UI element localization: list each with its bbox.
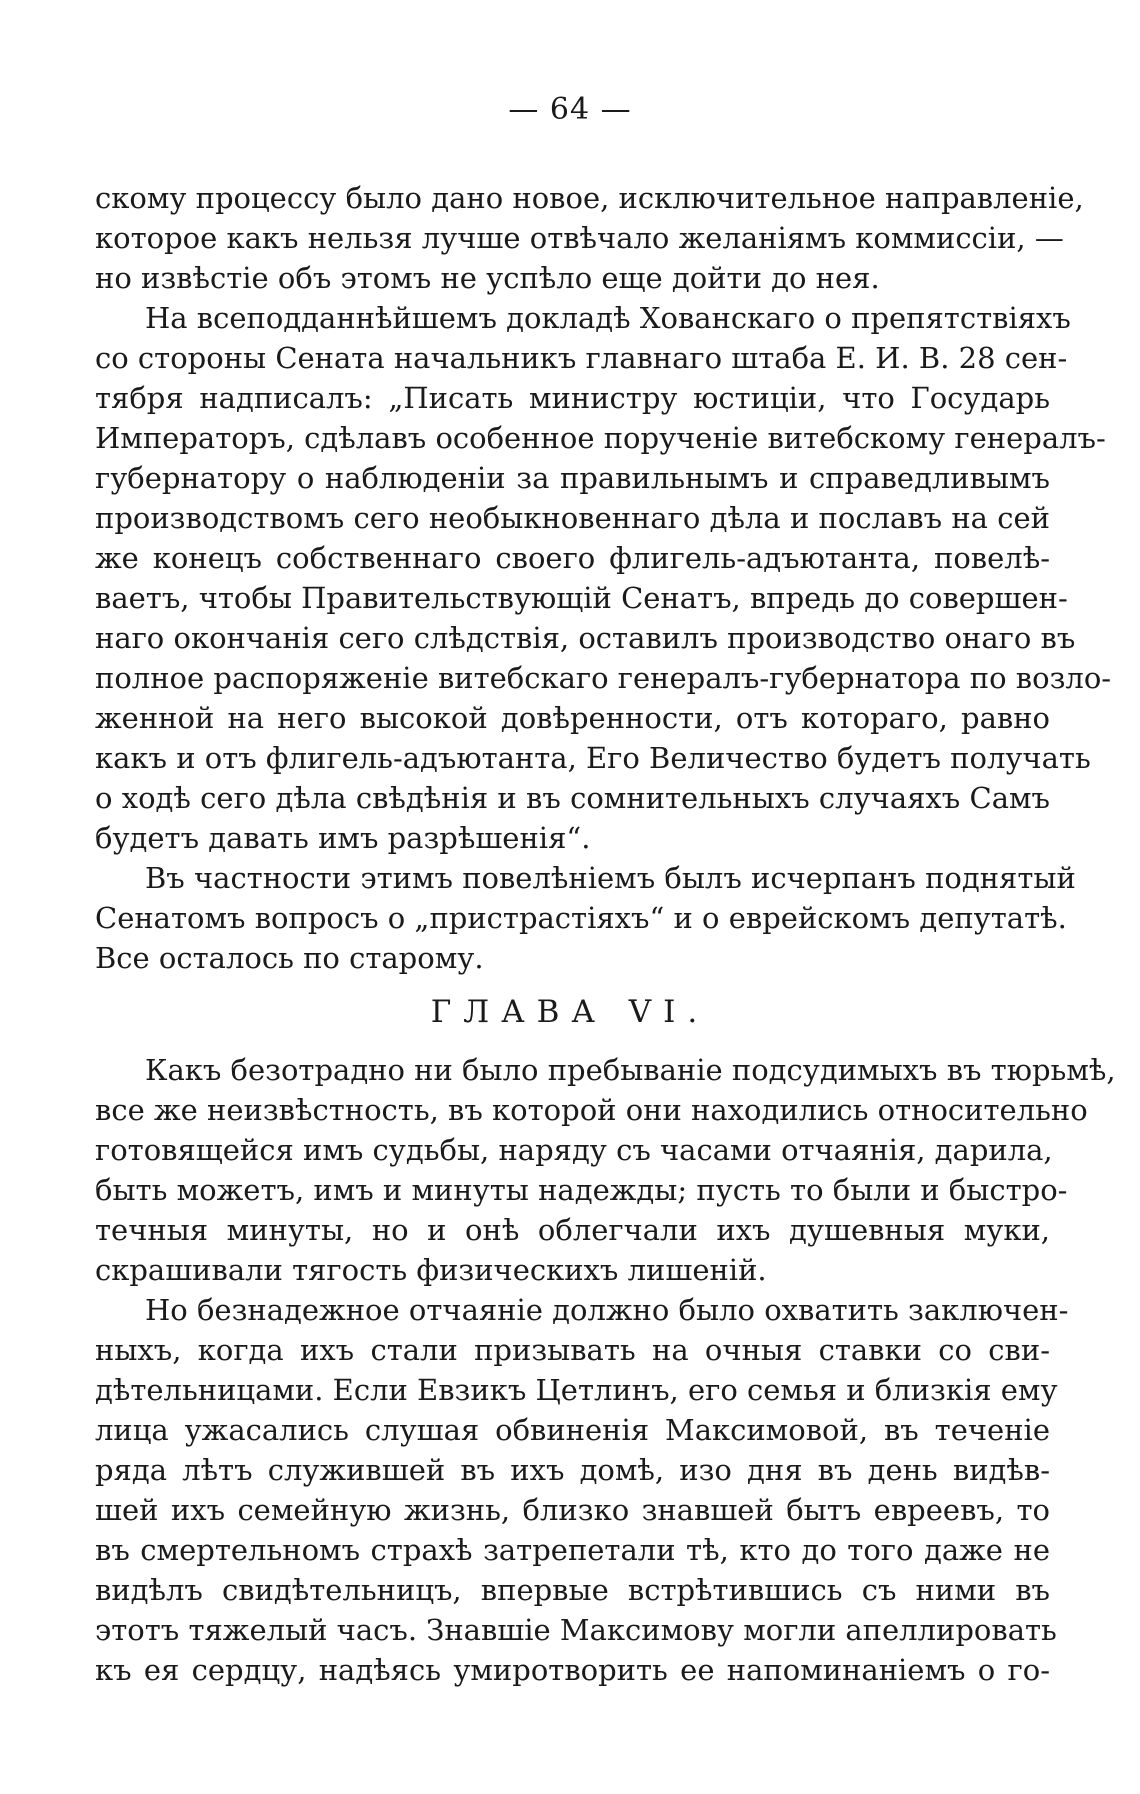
text-line: этотъ тяжелый часъ. Знавшіе Максимову могли апеллировать	[95, 1613, 1057, 1647]
text-line: быть можетъ, имъ и минуты надежды; пусть то были и быстро-	[95, 1173, 1068, 1207]
text-line: видѣлъ свидѣтельницъ, впервые встрѣтившись съ ними въ	[95, 1573, 1050, 1607]
text-line: готовящейся имъ судьбы, наряду съ часами отчаянія, дарила,	[95, 1133, 1053, 1167]
text-line: все же неизвѣстность, въ которой они находились относительно	[95, 1093, 1088, 1127]
text-line: къ ея сердцу, надѣясь умиротворить ее напоминаніемъ о го-	[95, 1653, 1050, 1687]
text-block-before-chapter	[95, 178, 1112, 978]
text-line: Императоръ, сдѣлавъ особенное порученіе витебскому генералъ-	[95, 421, 1106, 455]
text-line: но извѣстіе объ этомъ не успѣло еще дойти до нея.	[95, 261, 880, 295]
text-line: Сенатомъ вопросъ о „пристрастіяхъ“ и о еврейскомъ депутатѣ.	[95, 901, 1067, 935]
text-line: шей ихъ семейную жизнь, близко знавшей бытъ евреевъ, то	[95, 1493, 1050, 1527]
text-line: Но безнадежное отчаяніе должно было охватить заключен-	[145, 1293, 1069, 1327]
text-block-chapter-six	[95, 1050, 1116, 1690]
text-line: Все осталось по старому.	[95, 941, 484, 975]
text-line: скрашивали тягость физическихъ лишеній.	[95, 1253, 767, 1287]
text-line: тября надписалъ: „Писать министру юстиціи, что Государь	[95, 381, 1050, 415]
text-line: же конецъ собственнаго своего флигель-адъютанта, повелѣ-	[95, 541, 1050, 575]
text-line: женной на него высокой довѣренности, отъ котораго, равно	[95, 701, 1050, 735]
page-number: — 64 —	[508, 92, 632, 127]
text-line: Въ частности этимъ повелѣніемъ былъ исчерпанъ поднятый	[145, 861, 1076, 895]
text-line: производствомъ сего необыкновеннаго дѣла и пославъ на сей	[95, 501, 1050, 535]
text-line: наго окончанія сего слѣдствія, оставилъ производство онаго въ	[95, 621, 1076, 655]
text-line: Какъ безотрадно ни было пребываніе подсудимыхъ въ тюрьмѣ,	[145, 1053, 1116, 1087]
text-line: со стороны Сената начальникъ главнаго штаба Е. И. В. 28 сен-	[95, 341, 1068, 375]
chapter-heading: ГЛАВА VI.	[430, 994, 710, 1030]
text-line: какъ и отъ флигель-адъютанта, Его Величество будетъ получать	[95, 741, 1091, 775]
text-line: ныхъ, когда ихъ стали призывать на очныя ставки со сви-	[95, 1333, 1050, 1367]
text-line: о ходѣ сего дѣла свѣдѣнія и въ сомнительныхъ случаяхъ Самъ	[95, 781, 1050, 815]
text-line: которое какъ нельзя лучше отвѣчало желаніямъ коммиссіи, —	[95, 221, 1064, 255]
text-line: ваетъ, чтобы Правительствующій Сенатъ, впредь до совершен-	[95, 581, 1068, 615]
text-line: скому процессу было дано новое, исключительное направленіе,	[95, 181, 1084, 215]
text-line: дѣтельницами. Если Евзикъ Цетлинъ, его семья и близкія ему	[95, 1373, 1058, 1407]
text-line: На всеподданнѣйшемъ докладѣ Хованскаго о препятствіяхъ	[145, 301, 1071, 335]
text-line: будетъ давать имъ разрѣшенія“.	[95, 821, 591, 855]
text-line: лица ужасались слушая обвиненія Максимовой, въ теченіе	[95, 1413, 1050, 1447]
text-line: въ смертельномъ страхѣ затрепетали тѣ, кто до того даже не	[95, 1533, 1050, 1567]
text-line: полное распоряженіе витебскаго генералъ-губернатора по возло-	[95, 661, 1112, 695]
text-line: губернатору о наблюденіи за правильнымъ и справедливымъ	[95, 461, 1050, 495]
text-line: ряда лѣтъ служившей въ ихъ домѣ, изо дня въ день видѣв-	[95, 1453, 1050, 1487]
text-line: течныя минуты, но и онѣ облегчали ихъ душевныя муки,	[95, 1213, 1050, 1247]
